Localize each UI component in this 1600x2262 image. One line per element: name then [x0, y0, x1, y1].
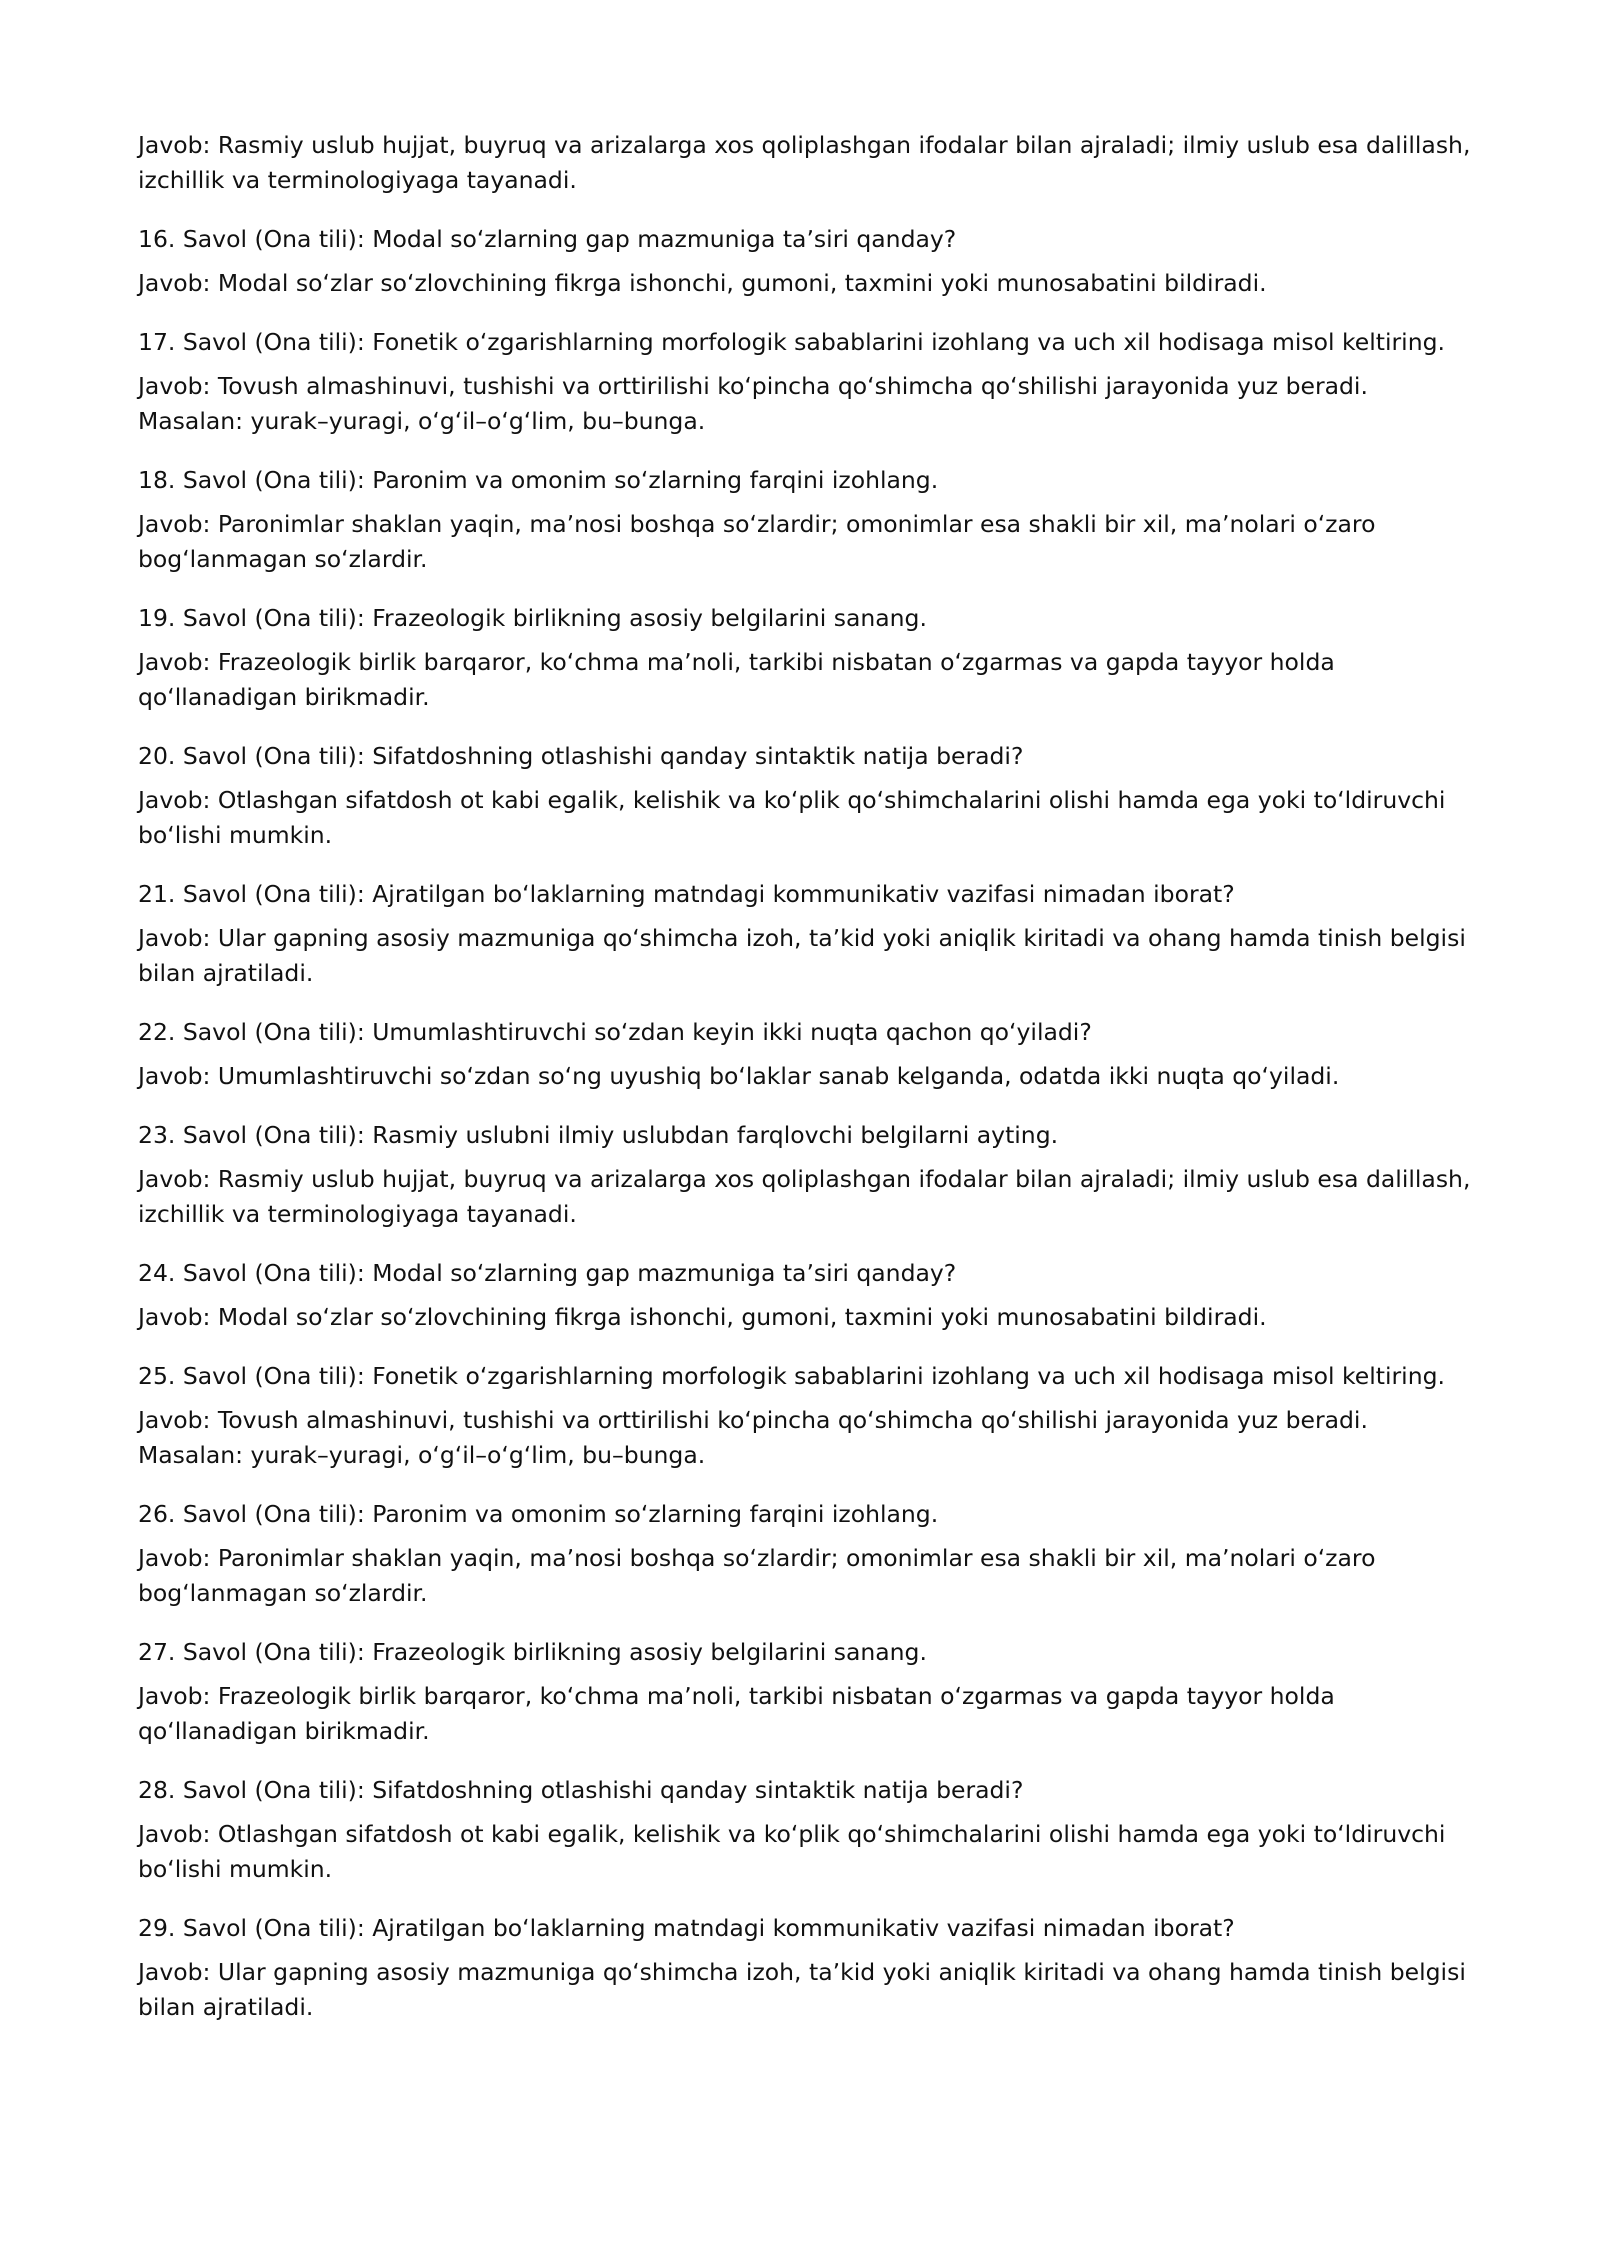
qa-item-28 [138, 1773, 1478, 1887]
question-26: 26. Savol (Ona tili): Paronim va omonim soʻzlarning farqini izohlang. [138, 1500, 939, 1528]
question-21: 21. Savol (Ona tili): Ajratilgan boʻlaklarning matndagi kommunikativ vazifasi nimadan iborat? [138, 880, 1235, 908]
qa-item-27 [138, 1635, 1478, 1749]
answer-26: Javob: Paronimlar shaklan yaqin, maʼnosi boshqa soʻzlardir; omonimlar esa shakli bir xil, maʼnolari oʻzaro bogʻlanmagan soʻzlardir. [138, 1544, 1376, 1607]
qa-item-18 [138, 463, 1478, 577]
lead-answer: Javob: Rasmiy uslub hujjat, buyruq va arizalarga xos qoliplashgan ifodalar bilan ajraladi; ilmiy uslub esa dalillash, izchillik va terminologiyaga tayanadi. [138, 131, 1471, 194]
question-24: 24. Savol (Ona tili): Modal soʻzlarning gap mazmuniga taʼsiri qanday? [138, 1259, 957, 1287]
question-22: 22. Savol (Ona tili): Umumlashtiruvchi soʻzdan keyin ikki nuqta qachon qoʻyiladi? [138, 1018, 1092, 1046]
qa-item-26 [138, 1497, 1478, 1611]
answer-24: Javob: Modal soʻzlar soʻzlovchining fikrga ishonchi, gumoni, taxmini yoki munosabatini bildiradi. [138, 1303, 1267, 1331]
qa-item-23 [138, 1118, 1478, 1232]
answer-16: Javob: Modal soʻzlar soʻzlovchining fikrga ishonchi, gumoni, taxmini yoki munosabatini bildiradi. [138, 269, 1267, 297]
qa-item-16 [138, 222, 1478, 301]
answer-21: Javob: Ular gapning asosiy mazmuniga qoʻshimcha izoh, taʼkid yoki aniqlik kiritadi va ohang hamda tinish belgisi bilan ajratiladi. [138, 924, 1466, 987]
answer-20: Javob: Otlashgan sifatdosh ot kabi egalik, kelishik va koʻplik qoʻshimchalarini olishi hamda ega yoki toʻldiruvchi boʻlishi mumkin. [138, 786, 1446, 849]
qa-item-24 [138, 1256, 1478, 1335]
question-17: 17. Savol (Ona tili): Fonetik oʻzgarishlarning morfologik sabablarini izohlang va uch xil hodisaga misol keltiring. [138, 328, 1445, 356]
qa-item-21 [138, 877, 1478, 991]
qa-item-25 [138, 1359, 1478, 1473]
answer-17: Javob: Tovush almashinuvi, tushishi va orttirilishi koʻpincha qoʻshimcha qoʻshilishi jarayonida yuz beradi. Masalan: yurak–yuragi, oʻgʻil–oʻgʻlim, bu–bunga. [138, 372, 1368, 435]
question-18: 18. Savol (Ona tili): Paronim va omonim soʻzlarning farqini izohlang. [138, 466, 939, 494]
question-23: 23. Savol (Ona tili): Rasmiy uslubni ilmiy uslubdan farqlovchi belgilarni ayting. [138, 1121, 1059, 1149]
question-25: 25. Savol (Ona tili): Fonetik oʻzgarishlarning morfologik sabablarini izohlang va uch xil hodisaga misol keltiring. [138, 1362, 1445, 1390]
answer-23: Javob: Rasmiy uslub hujjat, buyruq va arizalarga xos qoliplashgan ifodalar bilan ajraladi; ilmiy uslub esa dalillash, izchillik va terminologiyaga tayanadi. [138, 1165, 1471, 1228]
question-29: 29. Savol (Ona tili): Ajratilgan boʻlaklarning matndagi kommunikativ vazifasi nimadan iborat? [138, 1914, 1235, 1942]
qa-item-17 [138, 325, 1478, 439]
question-20: 20. Savol (Ona tili): Sifatdoshning otlashishi qanday sintaktik natija beradi? [138, 742, 1024, 770]
question-19: 19. Savol (Ona tili): Frazeologik birlikning asosiy belgilarini sanang. [138, 604, 927, 632]
question-16: 16. Savol (Ona tili): Modal soʻzlarning gap mazmuniga taʼsiri qanday? [138, 225, 957, 253]
answer-27: Javob: Frazeologik birlik barqaror, koʻchma maʼnoli, tarkibi nisbatan oʻzgarmas va gapda tayyor holda qoʻllanadigan birikmadir. [138, 1682, 1335, 1745]
answer-22: Javob: Umumlashtiruvchi soʻzdan soʻng uyushiq boʻlaklar sanab kelganda, odatda ikki nuqta qoʻyiladi. [138, 1062, 1340, 1090]
question-28: 28. Savol (Ona tili): Sifatdoshning otlashishi qanday sintaktik natija beradi? [138, 1776, 1024, 1804]
answer-28: Javob: Otlashgan sifatdosh ot kabi egalik, kelishik va koʻplik qoʻshimchalarini olishi hamda ega yoki toʻldiruvchi boʻlishi mumkin. [138, 1820, 1446, 1883]
answer-25: Javob: Tovush almashinuvi, tushishi va orttirilishi koʻpincha qoʻshimcha qoʻshilishi jarayonida yuz beradi. Masalan: yurak–yuragi, oʻgʻil–oʻgʻlim, bu–bunga. [138, 1406, 1368, 1469]
qa-item-29 [138, 1911, 1478, 2025]
answer-18: Javob: Paronimlar shaklan yaqin, maʼnosi boshqa soʻzlardir; omonimlar esa shakli bir xil, maʼnolari oʻzaro bogʻlanmagan soʻzlardir. [138, 510, 1376, 573]
answer-19: Javob: Frazeologik birlik barqaror, koʻchma maʼnoli, tarkibi nisbatan oʻzgarmas va gapda tayyor holda qoʻllanadigan birikmadir. [138, 648, 1335, 711]
qa-item-20 [138, 739, 1478, 853]
document-page [138, 128, 1478, 2049]
question-27: 27. Savol (Ona tili): Frazeologik birlikning asosiy belgilarini sanang. [138, 1638, 927, 1666]
qa-item-19 [138, 601, 1478, 715]
answer-29: Javob: Ular gapning asosiy mazmuniga qoʻshimcha izoh, taʼkid yoki aniqlik kiritadi va ohang hamda tinish belgisi bilan ajratiladi. [138, 1958, 1466, 2021]
qa-item-22 [138, 1015, 1478, 1094]
